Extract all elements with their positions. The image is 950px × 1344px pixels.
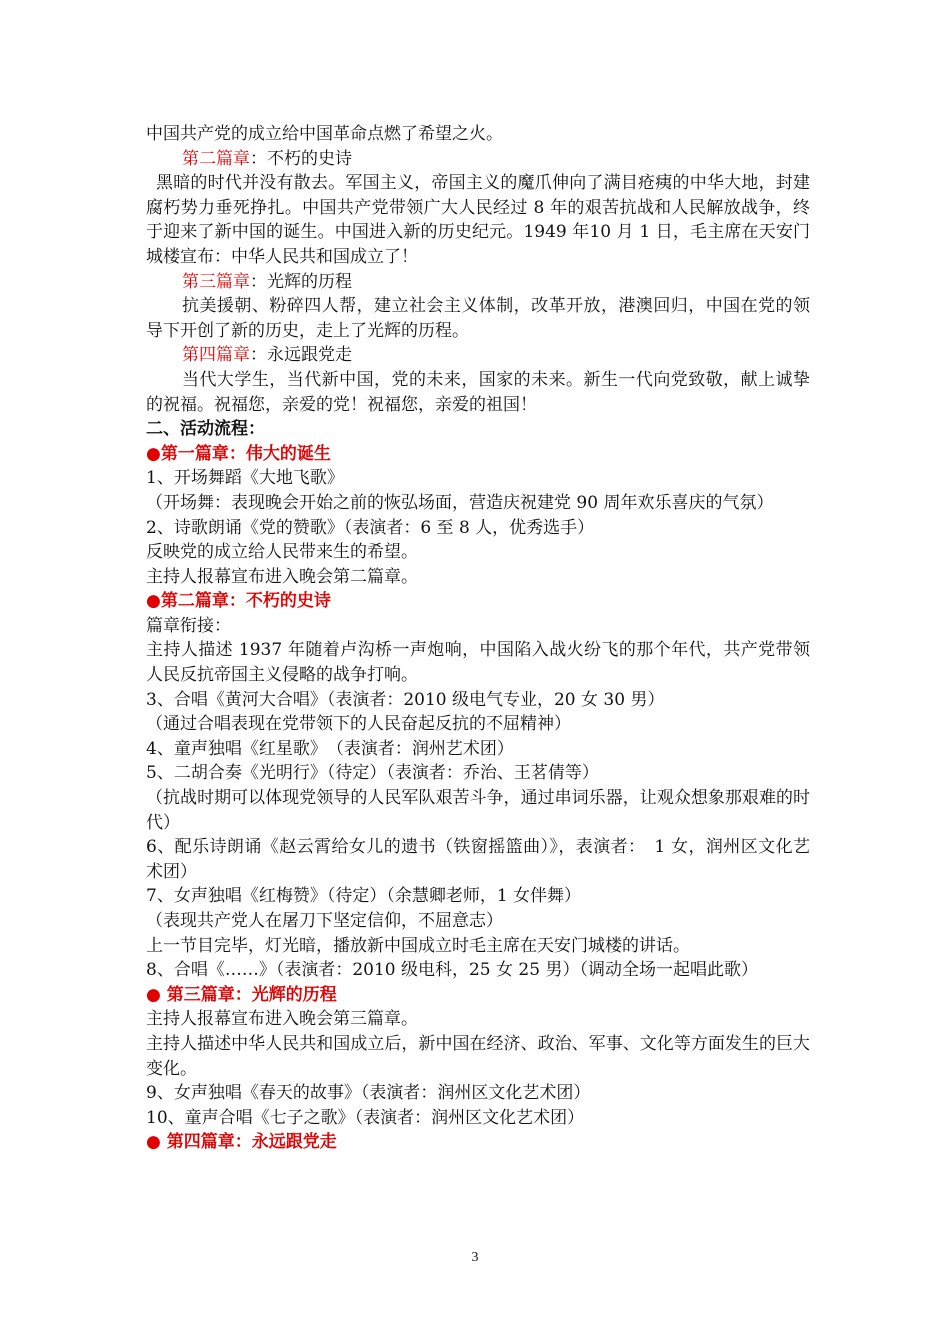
paragraph: 抗美援朝、粉碎四人帮，建立社会主义体制，改革开放，港澳回归，中国在党的领导下开创了新的历史，走上了光辉的历程。 [146,296,810,341]
program-item: 10、童声合唱《七子之歌》（表演者：润州区文化艺术团） [146,1107,585,1128]
chapter-subheading [146,270,810,295]
program-note: （抗战时期可以体现党领导的人民军队艰苦斗争，通过串词乐器，让观众想象那艰难的时代） [146,788,810,833]
program-item: 7、女声独唱《红梅赞》（待定）（余慧卿老师，1 女伴舞） [146,886,582,907]
program-note: （开场舞：表现晚会开始之前的恢弘场面，营造庆祝建党 90 周年欢乐喜庆的气氛） [146,492,774,513]
program-item: 2、诗歌朗诵《党的赞歌》（表演者：6 至 8 人，优秀选手） [146,517,595,538]
chapter-label: 第四篇章 [182,345,250,366]
host-note: 主持人描述中华人民共和国成立后，新中国在经济、政治、军事、文化等方面发生的巨大变化。 [146,1033,810,1079]
chapter-title: ：不朽的史诗 [250,148,352,169]
host-note: 主持人报幕宣布进入晚会第三篇章。 [146,1009,418,1030]
section-heading: 二、活动流程： [146,419,265,440]
chapter-subheading [146,147,810,172]
paragraph: 中国共产党的成立给中国革命点燃了希望之火。 [146,124,503,144]
chapter-title: ：光辉的历程 [250,271,352,292]
program-note: （表现共产党人在屠刀下坚定信仰，不屈意志） [146,911,503,931]
chapter-label: 第三篇章 [182,271,250,292]
program-item: 8、合唱《……》（表演者：2010 级电科，25 女 25 男）（调动全场一起唱此歌） [146,960,758,981]
paragraph: 当代大学生，当代新中国，党的未来，国家的未来。新生一代向党致敬，献上诚挚的祝福。祝福您，亲爱的党！祝福您，亲爱的祖国！ [146,369,810,415]
chapter-heading: ● 第四篇章：永远跟党走 [146,1132,337,1153]
chapter-heading: ● 第三篇章：光辉的历程 [146,984,337,1005]
host-note: 主持人描述 1937 年随着卢沟桥一声炮响，中国陷入战火纷飞的那个年代，共产党带领人民反抗帝国主义侵略的战争打响。 [146,640,810,686]
chapter-heading: ●第二篇章：不朽的史诗 [146,591,331,612]
host-note: 主持人报幕宣布进入晚会第二篇章。 [146,566,418,587]
program-item: 6、配乐诗朗诵《赵云霄给女儿的遗书（铁窗摇篮曲）》，表演者： 1 女，润州区文化艺术团） [146,837,810,882]
page-number: 3 [471,1250,479,1265]
program-item: 5、二胡合奏《光明行》（待定）（表演者：乔治、王茗倩等） [146,763,599,784]
program-item: 9、女声独唱《春天的故事》（表演者：润州区文化艺术团） [146,1083,591,1104]
paragraph: 黑暗的时代并没有散去。军国主义，帝国主义的魔爪伸向了满目疮痍的中华大地，封建腐朽势力垂死挣扎。中国共产党带领广大人民经过 8 年的艰苦抗战和人民解放战争，终于迎来了新中国的诞生。中国进入新的历史纪元。1949 年10 月 1 日，毛主席在天安门城楼宣布：中华人民共和国成立了！ [146,173,810,267]
program-note: 反映党的成立给人民带来生的希望。 [146,542,418,563]
program-item: 4、童声独唱《红星歌》 （表演者：润州艺术团） [146,738,514,759]
chapter-subheading [146,343,810,368]
host-note: 上一节目完毕，灯光暗，播放新中国成立时毛主席在天安门城楼的讲话。 [146,935,690,956]
document-body [146,122,810,1155]
chapter-label: 第二篇章 [182,148,250,169]
chapter-title: ：永远跟党走 [250,345,352,366]
chapter-heading: ●第一篇章：伟大的诞生 [146,443,331,464]
program-item: 1、开场舞蹈《大地飞歌》 [146,468,344,489]
paragraph: 篇章衔接： [146,615,231,636]
program-note: （通过合唱表现在党带领下的人民奋起反抗的不屈精神） [146,714,571,735]
program-item: 3、合唱《黄河大合唱》（表演者：2010 级电气专业，20 女 30 男） [146,689,665,710]
